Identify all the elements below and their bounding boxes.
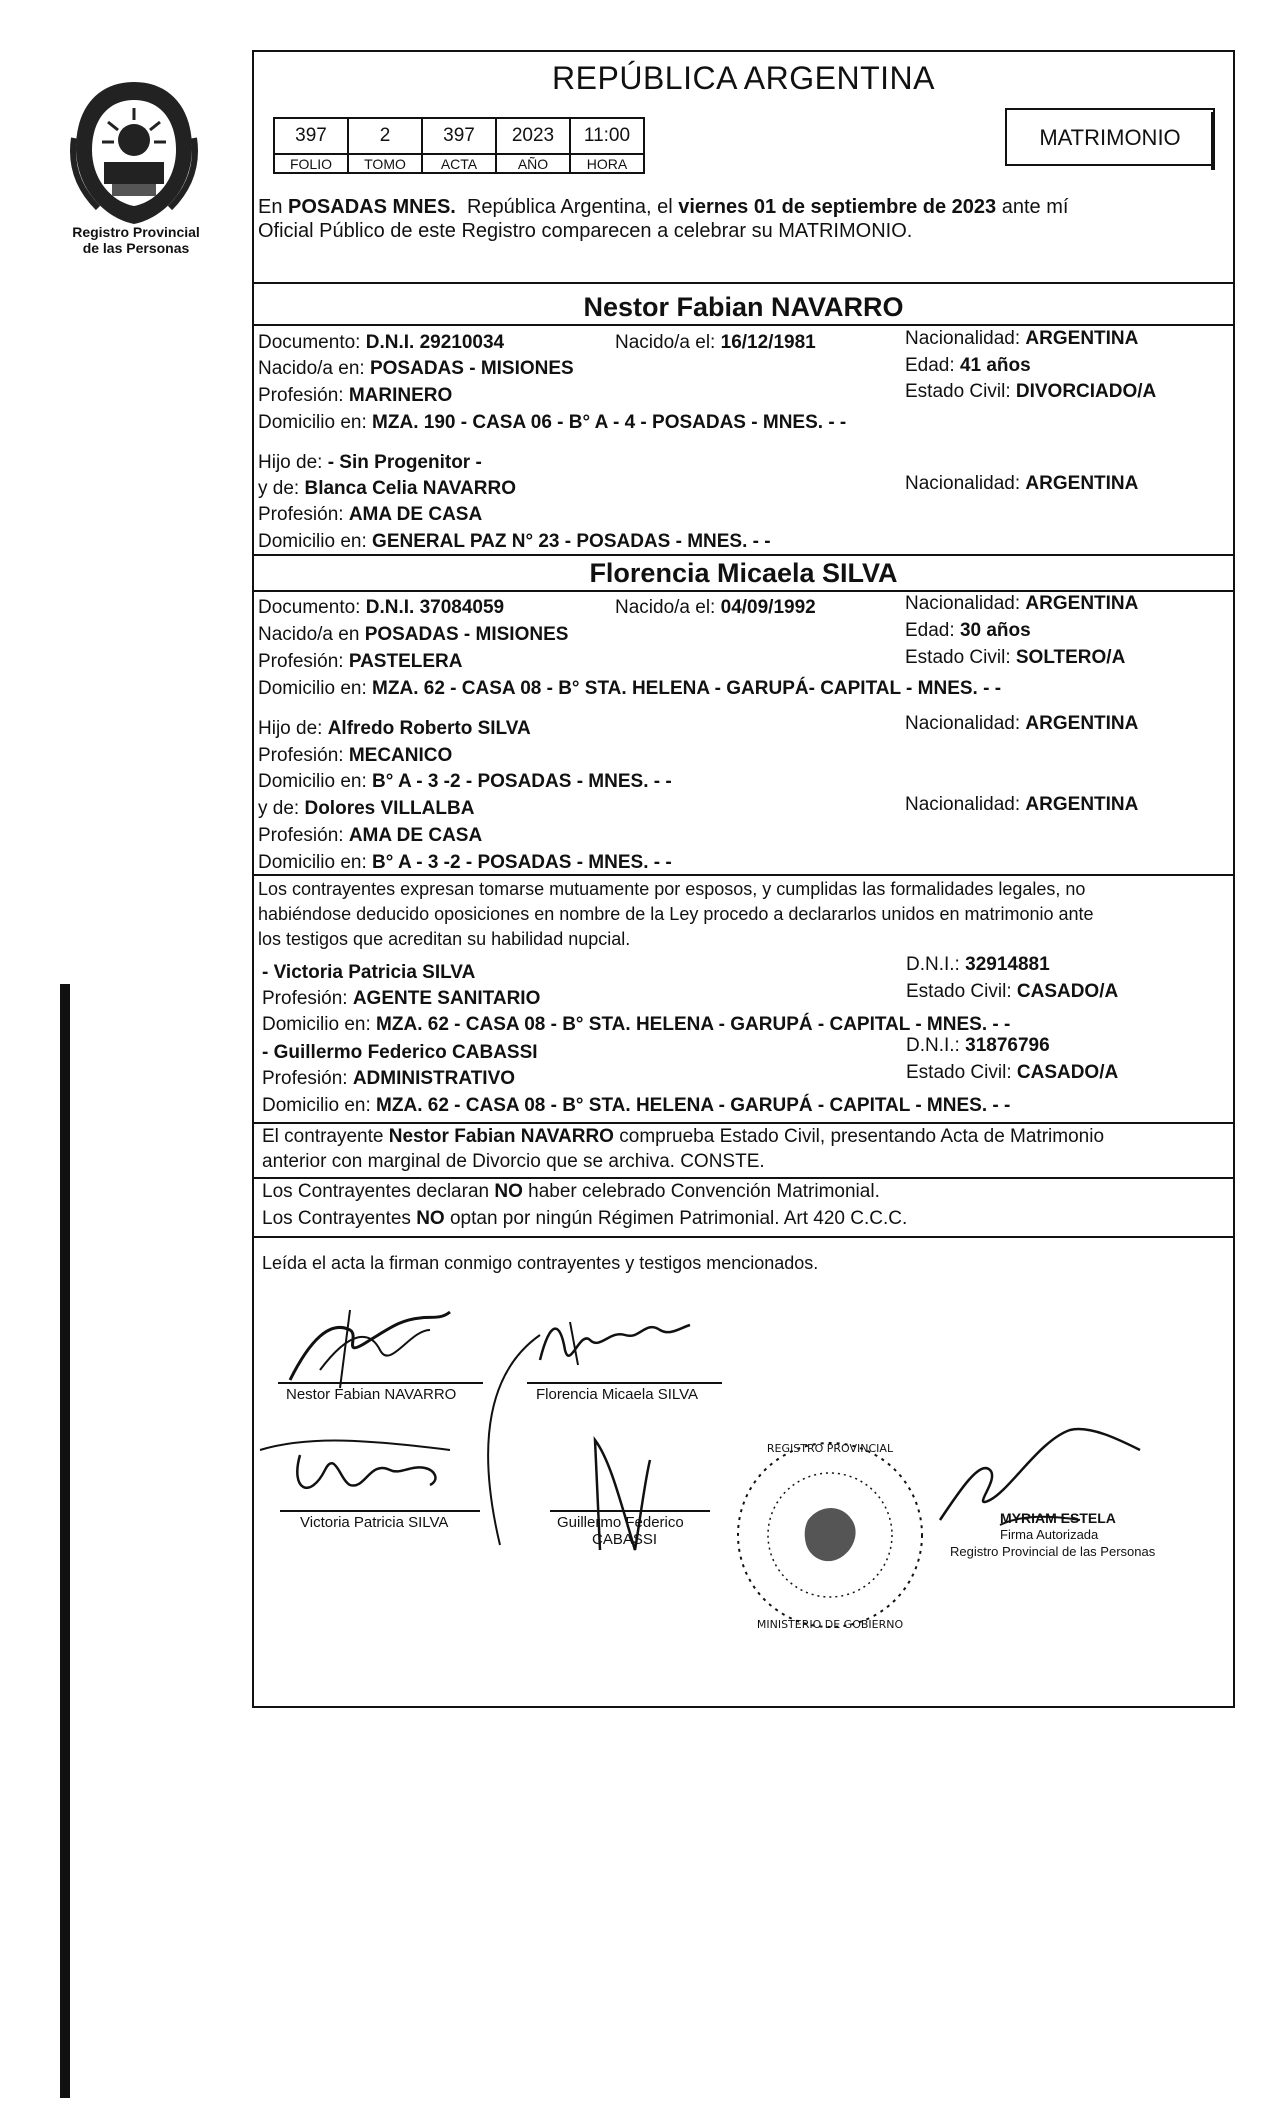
groom-birthdate: 16/12/1981 (720, 332, 816, 353)
pat-no: NO (416, 1208, 445, 1229)
bride-mother-profesion (258, 825, 482, 847)
anio-label: AÑO (496, 154, 570, 173)
witness1-dni-value: 32914881 (965, 954, 1050, 975)
officer-arc-stroke (470, 1330, 550, 1550)
groom-estado-civil (905, 381, 1156, 403)
witness2-profesion (262, 1068, 515, 1090)
tomo-value: 2 (348, 118, 422, 154)
label: Profesión: (258, 385, 349, 406)
witness2-address: MZA. 62 - CASA 08 - B° STA. HELENA - GARUPÁ - CAPITAL - MNES. - - (376, 1095, 1011, 1116)
groom-nacido-el (615, 332, 816, 354)
bride-mother (258, 798, 474, 820)
witness2-signature-label-1: Guillermo Federico (557, 1514, 684, 1531)
bride-edad (905, 620, 1031, 642)
label: Nacionalidad: (905, 794, 1026, 815)
bride-name: Florencia Micaela SILVA (589, 558, 898, 588)
bride-birthplace: POSADAS - MISIONES (364, 624, 569, 645)
divider (252, 1236, 1235, 1238)
witness2-name: - Guillermo Federico CABASSI (262, 1042, 538, 1063)
declaration-line-1: Los contrayentes expresan tomarse mutuamente por esposos, y cumplidas las formalidades legales, no (258, 879, 1086, 899)
groom-father-name: - Sin Progenitor - (327, 452, 482, 473)
intro-line-2: Oficial Público de este Registro comparecen a celebrar su MATRIMONIO. (258, 220, 913, 242)
label: Domicilio en: (258, 412, 373, 433)
act-type-box-shadow (1211, 112, 1215, 170)
bride-signature-label: Florencia Micaela SILVA (536, 1386, 699, 1403)
anio-value: 2023 (496, 118, 570, 154)
groom-domicilio (258, 412, 846, 434)
groom-father (258, 452, 482, 474)
officer-title: Firma Autorizada (1000, 1527, 1099, 1542)
label: Domicilio en: (258, 531, 373, 552)
witness1-estado-civil (906, 981, 1118, 1003)
witness2-signature-label-2: CABASSI (592, 1531, 658, 1548)
official-stamp (730, 1420, 930, 1650)
label: Profesión: (258, 745, 349, 766)
label: y de: (258, 478, 305, 499)
witness1-domicilio (262, 1014, 1010, 1036)
pat-prefix: Los Contrayentes (262, 1208, 417, 1229)
groom-dni: D.N.I. 29210034 (365, 332, 505, 353)
logo-caption-line2: de las Personas (82, 240, 190, 256)
acta-label: ACTA (422, 154, 496, 173)
pat-suffix: haber celebrado Convención Matrimonial. (522, 1181, 880, 1202)
groom-signature-line (278, 1382, 483, 1384)
groom-profession: MARINERO (348, 385, 453, 406)
bride-dni: D.N.I. 37084059 (365, 597, 505, 618)
acta-value: 397 (422, 118, 496, 154)
groom-documento (258, 332, 504, 354)
label: Profesión: (258, 651, 349, 672)
groom-nationality: ARGENTINA (1025, 328, 1139, 349)
witness1-address: MZA. 62 - CASA 08 - B° STA. HELENA - GARUPÁ - CAPITAL - MNES. - - (376, 1014, 1011, 1035)
witness1-civil-status: CASADO/A (1016, 981, 1119, 1002)
folio-label: FOLIO (274, 154, 348, 173)
bride-nacido-el (615, 597, 816, 619)
pat-prefix: Los Contrayentes declaran (262, 1181, 495, 1202)
groom-mother-nacionalidad (905, 473, 1138, 495)
label: Domicilio en: (258, 678, 373, 699)
bride-mother-name: Dolores VILLALBA (304, 798, 475, 819)
groom-mother-nationality: ARGENTINA (1025, 473, 1139, 494)
witness1-profesion (262, 988, 540, 1010)
groom-civil-status: DIVORCIADO/A (1015, 381, 1157, 402)
bride-nacido-en (258, 624, 568, 646)
scan-edge-bar (60, 984, 70, 2098)
groom-nacido-en (258, 358, 574, 380)
groom-mother-name: Blanca Celia NAVARRO (304, 478, 516, 499)
bride-father-name: Alfredo Roberto SILVA (327, 718, 531, 739)
hora-label: HORA (570, 154, 644, 173)
label: Domicilio en: (262, 1014, 377, 1035)
groom-address: MZA. 190 - CASA 06 - B° A - 4 - POSADAS - MNES. - - (372, 412, 847, 433)
divider (252, 1122, 1235, 1124)
intro-suffix: ante mí (996, 196, 1069, 218)
witness1-name: - Victoria Patricia SILVA (262, 962, 476, 983)
groom-profesion (258, 385, 452, 407)
bride-profession: PASTELERA (348, 651, 463, 672)
bride-mother-address: B° A - 3 -2 - POSADAS - MNES. - - (372, 852, 672, 873)
bride-signature (530, 1310, 700, 1380)
hora-value: 11:00 (570, 118, 644, 154)
label: Edad: (905, 355, 960, 376)
note-name: Nestor Fabian NAVARRO (388, 1126, 614, 1147)
bride-father-nationality: ARGENTINA (1025, 713, 1139, 734)
divider (252, 874, 1235, 876)
label: Estado Civil: (906, 981, 1017, 1002)
witness1-signature-line (280, 1510, 480, 1512)
bride-signature-line (527, 1382, 722, 1384)
groom-birthplace: POSADAS - MISIONES (369, 358, 574, 379)
act-type-box: MATRIMONIO (1005, 108, 1215, 166)
witness2-profession: ADMINISTRATIVO (352, 1068, 516, 1089)
bride-father-profesion (258, 745, 452, 767)
intro-date: viernes 01 de septiembre de 2023 (678, 196, 997, 218)
intro-city: POSADAS MNES. (288, 196, 456, 218)
bride-father-profession: MECANICO (348, 745, 453, 766)
label: Nacionalidad: (905, 328, 1026, 349)
divider (252, 324, 1235, 326)
patrimonial-line-2 (262, 1208, 907, 1230)
label: Nacido/a en: (258, 358, 370, 379)
groom-mother (258, 478, 516, 500)
registry-table (273, 117, 645, 174)
tomo-label: TOMO (348, 154, 422, 173)
witness2-dni-value: 31876796 (965, 1035, 1050, 1056)
closing-statement: Leída el acta la firman conmigo contrayentes y testigos mencionados. (262, 1253, 819, 1273)
witness2-domicilio (262, 1095, 1010, 1117)
groom-edad (905, 355, 1031, 377)
intro-prefix: En (258, 196, 289, 218)
patrimonial-line-1 (262, 1181, 880, 1203)
label: Edad: (905, 620, 960, 641)
witness1-dni (906, 954, 1050, 976)
label: Documento: (258, 332, 366, 353)
bride-mother-domicilio (258, 852, 672, 874)
label: Nacionalidad: (905, 593, 1026, 614)
note-suffix: comprueba Estado Civil, presentando Acta de Matrimonio (613, 1126, 1105, 1147)
witness2-civil-status: CASADO/A (1016, 1062, 1119, 1083)
bride-mother-nationality: ARGENTINA (1025, 794, 1139, 815)
logo-caption-line1: Registro Provincial (72, 224, 200, 240)
bride-birthdate: 04/09/1992 (720, 597, 816, 618)
label: Domicilio en: (258, 852, 373, 873)
bride-father-nacionalidad (905, 713, 1138, 735)
declaration-line-3: los testigos que acreditan su habilidad nupcial. (258, 929, 631, 949)
label: Domicilio en: (262, 1095, 377, 1116)
bride-documento (258, 597, 504, 619)
bride-nationality: ARGENTINA (1025, 593, 1139, 614)
label: Profesión: (258, 504, 349, 525)
bride-mother-profession: AMA DE CASA (348, 825, 483, 846)
label: Nacido/a el: (615, 597, 721, 618)
note-prefix: El contrayente (262, 1126, 389, 1147)
divider (252, 554, 1235, 556)
bride-domicilio (258, 678, 1001, 700)
groom-mother-domicilio (258, 531, 771, 553)
svg-text:REGISTRO PROVINCIAL: REGISTRO PROVINCIAL (766, 1442, 894, 1455)
label: Estado Civil: (906, 1062, 1017, 1083)
groom-nacionalidad (905, 328, 1138, 350)
groom-age: 41 años (959, 355, 1031, 376)
label: Profesión: (262, 988, 353, 1009)
intro-line-1 (258, 196, 1068, 218)
intro-mid: República Argentina, el (455, 196, 679, 218)
bride-estado-civil (905, 647, 1125, 669)
groom-mother-profesion (258, 504, 482, 526)
witness1-signature-label: Victoria Patricia SILVA (300, 1514, 449, 1531)
officer-registry: Registro Provincial de las Personas (950, 1544, 1156, 1559)
groom-signature (280, 1300, 480, 1390)
label: Nacionalidad: (905, 473, 1026, 494)
groom-mother-address: GENERAL PAZ N° 23 - POSADAS - MNES. - - (372, 531, 771, 552)
groom-signature-label: Nestor Fabian NAVARRO (286, 1386, 457, 1403)
bride-civil-status: SOLTERO/A (1015, 647, 1126, 668)
provincial-seal-logo (68, 78, 200, 226)
label: Estado Civil: (905, 381, 1016, 402)
groom-mother-profession: AMA DE CASA (348, 504, 483, 525)
witness1-profession: AGENTE SANITARIO (352, 988, 541, 1009)
label: Documento: (258, 597, 366, 618)
bride-address: MZA. 62 - CASA 08 - B° STA. HELENA - GARUPÁ- CAPITAL - MNES. - - (372, 678, 1002, 699)
declaration-line-2: habiéndose deducido oposiciones en nombre de la Ley procedo a declararlos unidos en matrimonio ante (258, 904, 1094, 924)
civil-status-note-line-1 (262, 1126, 1104, 1148)
label: Nacionalidad: (905, 713, 1026, 734)
witness2-dni (906, 1035, 1050, 1057)
bride-nacionalidad (905, 593, 1138, 615)
label: y de: (258, 798, 305, 819)
bride-mother-nacionalidad (905, 794, 1138, 816)
label: Profesión: (258, 825, 349, 846)
witness1-signature (250, 1430, 480, 1520)
bride-age: 30 años (959, 620, 1031, 641)
pat-suffix: optan por ningún Régimen Patrimonial. Art 420 C.C.C. (444, 1208, 908, 1229)
country-title: REPÚBLICA ARGENTINA (552, 60, 935, 96)
label: Profesión: (262, 1068, 353, 1089)
officer-name: MYRIAM ESTELA (1000, 1510, 1116, 1526)
bride-father (258, 718, 531, 740)
label: Hijo de: (258, 718, 328, 739)
folio-value: 397 (274, 118, 348, 154)
label: Hijo de: (258, 452, 328, 473)
divider (252, 282, 1235, 284)
bride-father-address: B° A - 3 -2 - POSADAS - MNES. - - (372, 771, 672, 792)
svg-text:MINISTERIO DE GOBIERNO: MINISTERIO DE GOBIERNO (756, 1618, 904, 1631)
label: D.N.I.: (906, 1035, 966, 1056)
civil-status-note-line-2: anterior con marginal de Divorcio que se archiva. CONSTE. (262, 1151, 765, 1172)
pat-no: NO (494, 1181, 523, 1202)
witness2-estado-civil (906, 1062, 1118, 1084)
label: Nacido/a el: (615, 332, 721, 353)
groom-name: Nestor Fabian NAVARRO (583, 292, 904, 322)
label: Nacido/a en (258, 624, 365, 645)
label: Domicilio en: (258, 771, 373, 792)
bride-father-domicilio (258, 771, 672, 793)
divider (252, 590, 1235, 592)
logo-caption (58, 224, 214, 256)
witness2-signature-line (550, 1510, 710, 1512)
label: Estado Civil: (905, 647, 1016, 668)
divider (252, 1177, 1235, 1179)
bride-profesion (258, 651, 463, 673)
label: D.N.I.: (906, 954, 966, 975)
